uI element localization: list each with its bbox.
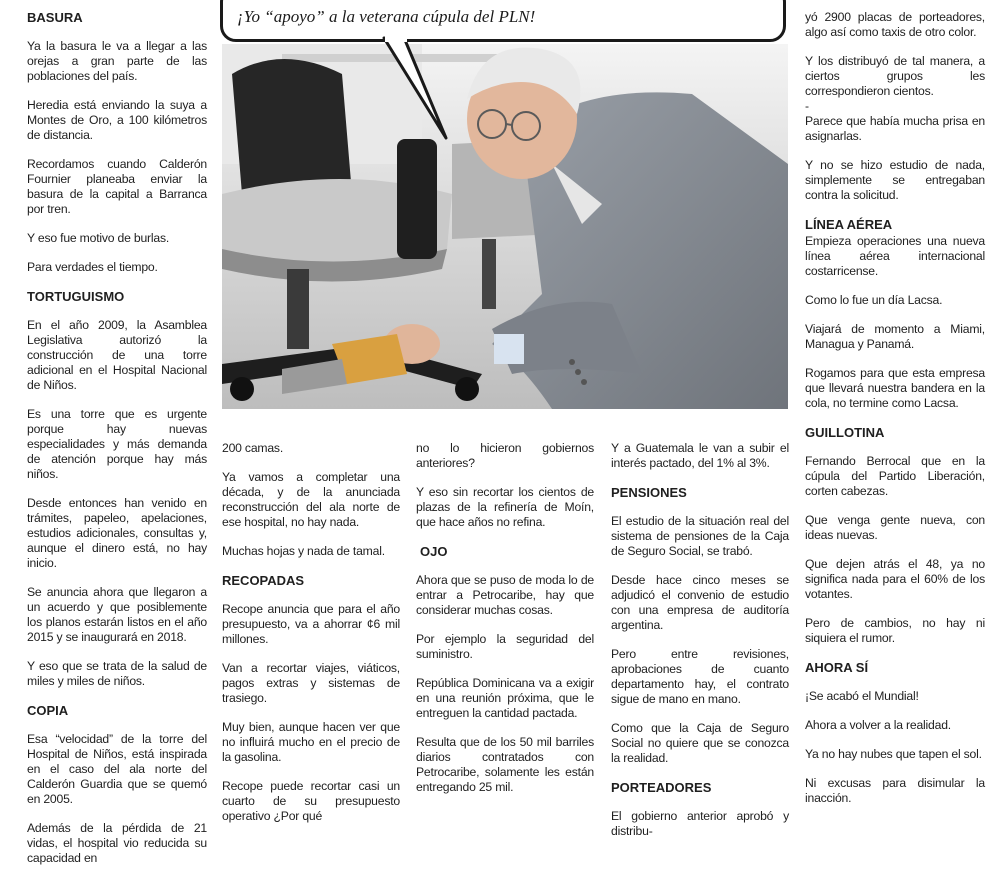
paragraph: Y los distribuyó de tal manera, a ciertos grupos les correspondieron cientos. (805, 54, 985, 98)
section-heading-linea-aerea: LÍNEA AÉREA (805, 217, 893, 232)
paragraph: Esa “velocidad” de la torre del Hospital de Niños, está inspirada en el caso del ala norte del Calderón Guardia que se quemó en 2005. (27, 732, 207, 806)
paragraph: Y a Guatemala le van a subir el interés pactado, del 1% al 3%. (611, 441, 789, 470)
paragraph: Como lo fue un día Lacsa. (805, 293, 943, 307)
paragraph: Viajará de momento a Miami, Managua y Panamá. (805, 322, 985, 351)
paragraph: Y eso que se trata de la salud de miles y miles de niños. (27, 659, 207, 688)
section-heading-tortuguismo: TORTUGUISMO (27, 289, 125, 304)
paragraph: Rogamos para que esta empresa que llevará nuestra bandera en la cola, no termine como Lacsa. (805, 366, 985, 410)
paragraph: Empieza operaciones una nueva línea aérea internacional costarricense. (805, 234, 985, 278)
paragraph: Ahora que se puso de moda lo de entrar a Petrocaribe, hay que considerar muchas cosas. (416, 573, 594, 617)
paragraph: Es una torre que es urgente porque hay nuevas especialidades y más demanda de atención porque hay más niños. (27, 407, 207, 481)
speech-bubble-quote: ¡Yo “apoyo” a la veterana cúpula del PLN! (237, 7, 536, 26)
paragraph: Además de la pérdida de 21 vidas, el hospital vio reducida su capacidad en (27, 821, 207, 865)
paragraph: Y eso fue motivo de burlas. (27, 231, 170, 245)
paragraph: Desde entonces han venido en trámites, papeleo, apelaciones, estudios adicionales, consultas y, aunque el dinero está, no hay inicio. (27, 496, 207, 570)
column-2 (222, 441, 400, 838)
section-heading-pensiones: PENSIONES (611, 485, 687, 500)
paragraph: El estudio de la situación real del sistema de pensiones de la Caja de Seguro Social, se trabó. (611, 514, 789, 558)
paragraph: Que venga gente nueva, con ideas nuevas. (805, 513, 985, 542)
section-heading-guillotina: GUILLOTINA (805, 425, 885, 440)
paragraph: Heredia está enviando la suya a Montes de Oro, a 100 kilómetros de distancia. (27, 98, 207, 142)
paragraph: Como que la Caja de Seguro Social no quiere que se conozca la realidad. (611, 721, 789, 765)
paragraph: Y no se hizo estudio de nada, simplemente se entregaban contra la solicitud. (805, 158, 985, 202)
paragraph: Por ejemplo la seguridad del suministro. (416, 632, 594, 661)
section-heading-copia: COPIA (27, 703, 69, 718)
paragraph: Recope anuncia que para el año presupuesto, va a ahorrar ¢6 mil millones. (222, 602, 400, 646)
paragraph: Parece que había mucha prisa en asignarlas. (805, 114, 985, 143)
column-3 (416, 441, 594, 809)
paragraph: Para verdades el tiempo. (27, 260, 158, 274)
speech-bubble-tail-icon (0, 0, 1000, 150)
paragraph: Y eso sin recortar los cientos de plazas de la refinería de Moín, que hace años no refina. (416, 485, 594, 529)
paragraph: Fernando Berrocal que en la cúpula del Partido Liberación, corten cabezas. (805, 454, 985, 498)
paragraph: Ni excusas para disimular la inacción. (805, 776, 985, 805)
paragraph: República Dominicana va a exigir en una reunión próxima, que le entreguen la cantidad pactada. (416, 676, 594, 720)
paragraph: Ya vamos a completar una década, y de la anunciada reconstrucción del ala norte de ese hospital, no hay nada. (222, 470, 400, 529)
paragraph: 200 camas. (222, 441, 284, 455)
paragraph: Muy bien, aunque hacen ver que no influirá mucho en el precio de la gasolina. (222, 720, 400, 764)
paragraph: Se anuncia ahora que llegaron a un acuerdo y que posiblemente los planos estarán listos en el año 2015 y se inaugurará en 2018. (27, 585, 207, 644)
paragraph: Desde hace cinco meses se adjudicó el convenio de estudio con una empresa de auditoría argentina. (611, 573, 789, 632)
column-4 (611, 441, 789, 853)
paragraph: no lo hicieron gobiernos anteriores? (416, 441, 594, 470)
paragraph: Ya la basura le va a llegar a las orejas a gran parte de las poblaciones del país. (27, 39, 207, 83)
paragraph: Recope puede recortar casi un cuarto de su presupuesto operativo ¿Por qué (222, 779, 400, 823)
paragraph: ¡Se acabó el Mundial! (805, 689, 919, 703)
section-heading-ahora-si: AHORA SÍ (805, 660, 869, 675)
paragraph: Recordamos cuando Calderón Fournier planeaba enviar la basura de la capital a Barranca por tren. (27, 157, 207, 216)
paragraph: Muchas hojas y nada de tamal. (222, 544, 385, 558)
paragraph: El gobierno anterior aprobó y distribu- (611, 809, 789, 838)
section-heading-recopadas: RECOPADAS (222, 573, 305, 588)
paragraph: En el año 2009, la Asamblea Legislativa autorizó la construcción de una torre adicional en el Hospital Nacional de Niños. (27, 318, 207, 392)
section-heading-basura: BASURA (27, 10, 83, 25)
paragraph: Ya no hay nubes que tapen el sol. (805, 747, 982, 761)
paragraph: Ahora a volver a la realidad. (805, 718, 951, 732)
paragraph: Van a recortar viajes, viáticos, pagos extras y sistemas de trasiego. (222, 661, 400, 705)
paragraph: Que dejen atrás el 48, ya no significa nada para el 60% de los votantes. (805, 557, 985, 601)
section-heading-porteadores: PORTEADORES (611, 780, 712, 795)
paragraph: yó 2900 placas de porteadores, algo así como taxis de otro color. (805, 10, 985, 39)
paragraph: Resulta que de los 50 mil barriles diarios contratados con Petrocaribe, solamente les están entregando 25 mil. (416, 735, 594, 794)
section-heading-ojo: OJO (420, 544, 448, 559)
paragraph: Pero entre revisiones, aprobaciones de cuanto departamento hay, el contrato sigue de mano en mano. (611, 647, 789, 706)
paragraph: - (805, 99, 809, 113)
paragraph: Pero de cambios, no hay ni siquiera el rumor. (805, 616, 985, 645)
